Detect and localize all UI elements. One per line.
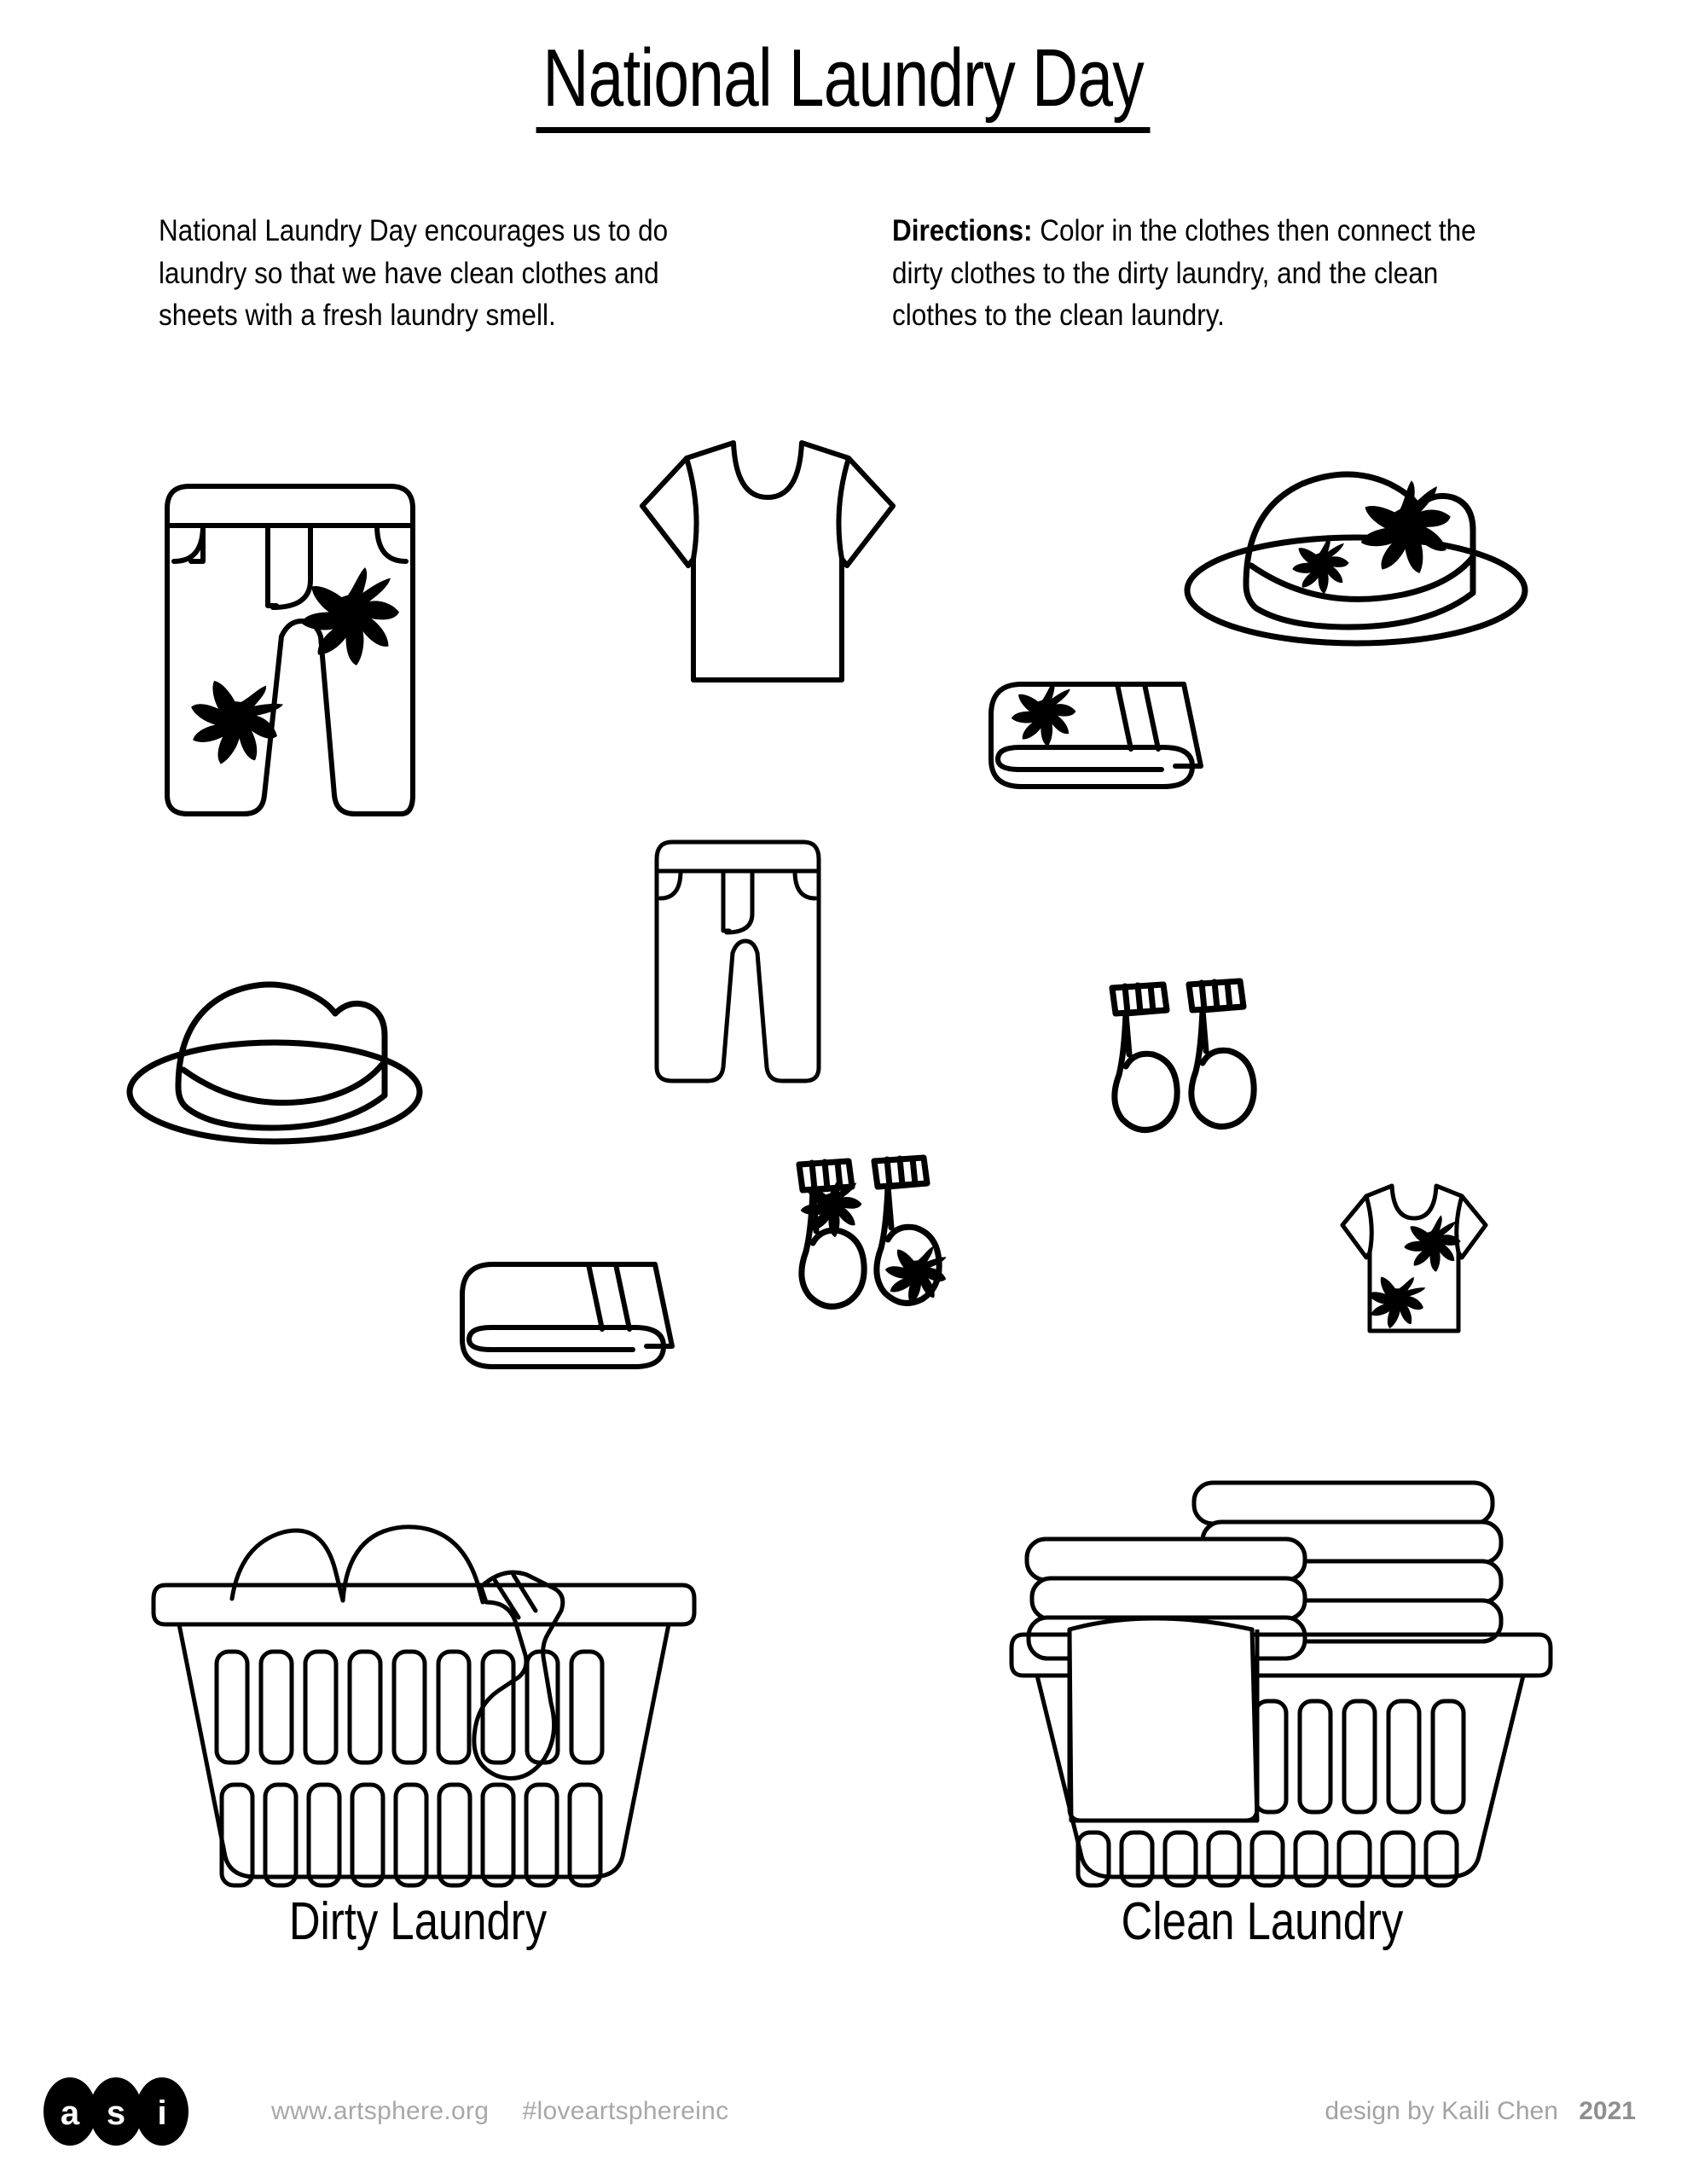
- footer-credit: [1325, 2097, 1636, 2126]
- dirty-folded-towel[interactable]: [981, 665, 1211, 793]
- clean-hat[interactable]: [124, 973, 426, 1147]
- copyright-year: 2021: [1579, 2097, 1636, 2125]
- hashtag-label[interactable]: #loveartsphereinc: [522, 2097, 729, 2125]
- clean-folded-towel[interactable]: [452, 1246, 682, 1374]
- directions-label: Directions:: [892, 214, 1033, 247]
- clean-laundry-basket[interactable]: [1000, 1459, 1562, 1894]
- stain-icon: [301, 567, 399, 665]
- dirty-hat[interactable]: [1181, 465, 1531, 648]
- stain-icon: [1404, 1216, 1460, 1272]
- page-title: National Laundry Day: [536, 36, 1151, 133]
- clean-pants[interactable]: [648, 832, 827, 1092]
- stain-icon: [1012, 682, 1075, 746]
- dirty-pants[interactable]: [154, 469, 426, 828]
- intro-paragraph: National Laundry Day encourages us to do laundry so that we have clean clothes and sheets with a fresh laundry smell.: [159, 214, 669, 333]
- dirty-laundry-label: Dirty Laundry: [288, 1892, 548, 1951]
- dirty-laundry-basket[interactable]: [147, 1491, 701, 1892]
- clean-laundry-label: Clean Laundry: [1121, 1892, 1404, 1951]
- directions-block: [892, 210, 1522, 337]
- artsphere-logo[interactable]: [41, 2075, 212, 2148]
- logo-letter-i: i: [157, 2094, 167, 2132]
- logo-letter-s: s: [106, 2094, 126, 2132]
- clean-socks[interactable]: [1100, 973, 1279, 1135]
- dirty-t-shirt[interactable]: [1337, 1177, 1491, 1339]
- dirty-socks[interactable]: [789, 1147, 955, 1318]
- directions-text: Color in the clothes then connect the dirty clothes to the dirty laundry, and the clean clothes to the clean laundry.: [892, 214, 1476, 333]
- logo-letter-a: a: [60, 2094, 80, 2132]
- clean-t-shirt[interactable]: [635, 431, 900, 691]
- stain-icon: [1292, 537, 1348, 594]
- website-link[interactable]: www.artsphere.org: [271, 2097, 490, 2125]
- footer-links: [271, 2097, 728, 2126]
- page-title-container: [0, 32, 1687, 133]
- designer-credit: design by Kaili Chen: [1325, 2097, 1558, 2125]
